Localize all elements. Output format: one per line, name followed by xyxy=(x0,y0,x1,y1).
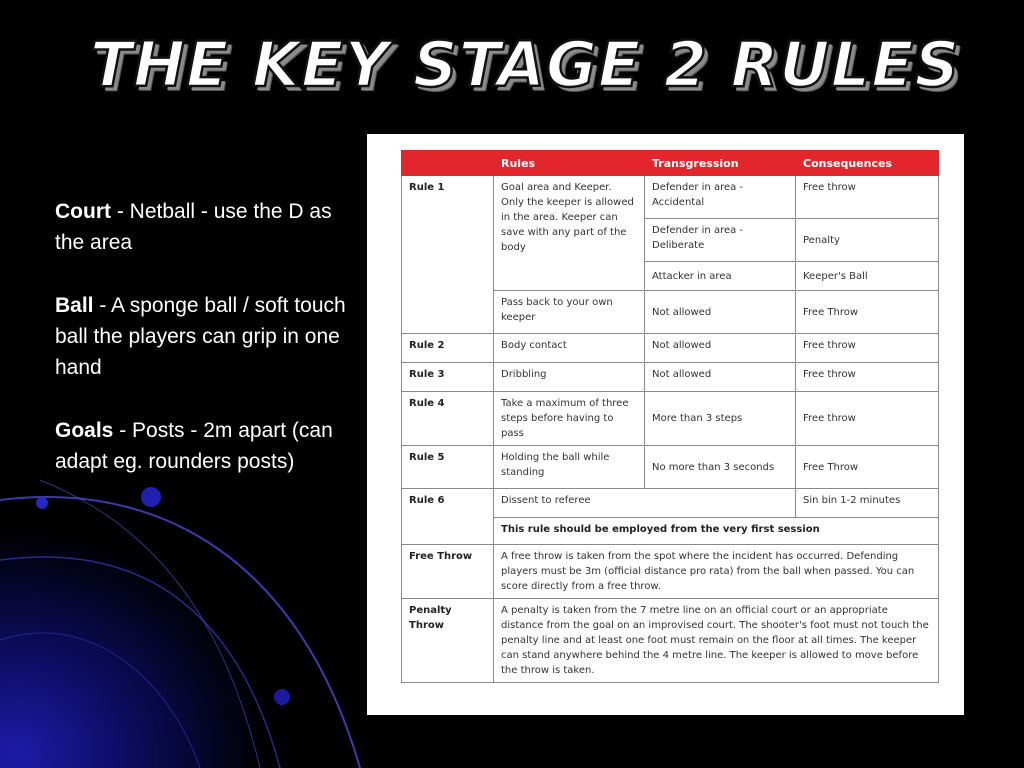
rules-table-image xyxy=(367,134,964,715)
table-row xyxy=(402,176,939,219)
goals-label: Goals xyxy=(55,419,114,442)
transgression-text: Not allowed xyxy=(645,291,796,334)
table-row xyxy=(402,599,939,683)
ball-text: - A sponge ball / soft touch ball the players can grip in one hand xyxy=(55,294,346,379)
court-label: Court xyxy=(55,200,111,223)
consequence-text: Free throw xyxy=(796,392,939,446)
consequence-text: Sin bin 1-2 minutes xyxy=(796,489,939,518)
consequence-text: Free throw xyxy=(796,334,939,363)
transgression-text: Attacker in area xyxy=(645,262,796,291)
table-row xyxy=(402,363,939,392)
transgression-text: Defender in area - Deliberate xyxy=(645,219,796,262)
table-row xyxy=(402,545,939,599)
rule-name: Rule 2 xyxy=(402,334,494,363)
table-row xyxy=(402,392,939,446)
header-consequences: Consequences xyxy=(796,151,939,176)
goals-note xyxy=(55,415,355,477)
court-note xyxy=(55,196,355,258)
transgression-text: Defender in area - Accidental xyxy=(645,176,796,219)
rule-name: Penalty Throw xyxy=(402,599,494,683)
consequence-text: Free Throw xyxy=(796,291,939,334)
rule-name: Free Throw xyxy=(402,545,494,599)
rule-name: Rule 4 xyxy=(402,392,494,446)
rule-text: Goal area and Keeper. Only the keeper is allowed in the area. Keeper can save with any part of the body xyxy=(494,176,645,291)
rule-name: Rule 5 xyxy=(402,446,494,489)
rule-text: Holding the ball while standing xyxy=(494,446,645,489)
header-blank xyxy=(402,151,494,176)
rules-table xyxy=(401,150,939,683)
transgression-text: No more than 3 seconds xyxy=(645,446,796,489)
consequence-text: Keeper's Ball xyxy=(796,262,939,291)
equipment-notes xyxy=(55,196,355,509)
rule-text: Dissent to referee xyxy=(494,489,796,518)
transgression-text: More than 3 steps xyxy=(645,392,796,446)
consequence-text: Free Throw xyxy=(796,446,939,489)
rule-text: A penalty is taken from the 7 metre line on an official court or an appropriate distance from the goal on an improvised court. The shooter's foot must not touch the penalty line and at least one foot must remain on the floor at all times. The keeper can stand anywhere behind the 4 metre line. The keeper is allowed to move before the throw is taken. xyxy=(494,599,939,683)
table-header-row xyxy=(402,151,939,176)
header-rules: Rules xyxy=(494,151,645,176)
rule-text: Body contact xyxy=(494,334,645,363)
rule-text: A free throw is taken from the spot where the incident has occurred. Defending players must be 3m (official distance pro rata) from the ball when passed. You can score directly from a free throw. xyxy=(494,545,939,599)
transgression-text: Not allowed xyxy=(645,363,796,392)
table-row xyxy=(402,334,939,363)
rule-text: Take a maximum of three steps before having to pass xyxy=(494,392,645,446)
ball-label: Ball xyxy=(55,294,94,317)
rule-note: This rule should be employed from the very first session xyxy=(494,518,939,545)
page-title: THE KEY STAGE 2 RULES xyxy=(89,28,961,101)
consequence-text: Free throw xyxy=(796,176,939,219)
rule-name: Rule 1 xyxy=(402,176,494,334)
consequence-text: Penalty xyxy=(796,219,939,262)
table-row xyxy=(402,446,939,489)
consequence-text: Free throw xyxy=(796,363,939,392)
court-text: - Netball - use the D as the area xyxy=(55,200,332,254)
ball-note xyxy=(55,290,355,383)
rule-text: Pass back to your own keeper xyxy=(494,291,645,334)
header-transgression: Transgression xyxy=(645,151,796,176)
transgression-text: Not allowed xyxy=(645,334,796,363)
goals-text: - Posts - 2m apart (can adapt eg. rounders posts) xyxy=(55,419,333,473)
table-row xyxy=(402,489,939,518)
rule-text: Dribbling xyxy=(494,363,645,392)
rule-name: Rule 3 xyxy=(402,363,494,392)
rule-name: Rule 6 xyxy=(402,489,494,545)
